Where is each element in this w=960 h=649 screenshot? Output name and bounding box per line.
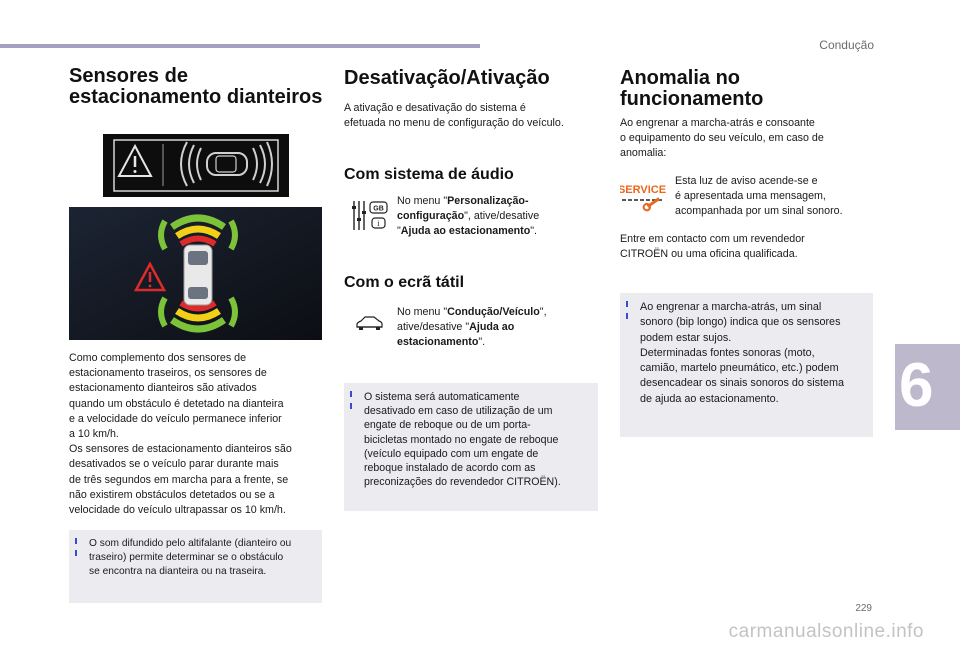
heading-touch-screen: Com o ecrã tátil (344, 274, 465, 291)
service-warning-icon (620, 181, 666, 217)
audio-settings-icon (350, 198, 390, 234)
note-marker (350, 391, 356, 409)
heading-audio-system: Com sistema de áudio (344, 166, 514, 183)
audio-instructions: No menu "Personalização- configuração", ative/desative "Ajuda ao estacionamento". (397, 195, 540, 238)
svg-text:SERVICE: SERVICE (620, 184, 666, 196)
front-sensors-body (69, 351, 329, 518)
section-title-deactivation: Desativação/Ativação (344, 67, 550, 89)
body-line: de três segundos em marcha para a frente, se (69, 473, 289, 486)
page-number: 229 (855, 603, 872, 614)
vehicle-icon (354, 314, 384, 334)
body-line: não existirem obstáculos detetados ou se a (69, 488, 275, 501)
body-line: desativados se o veículo parar durante mais (69, 458, 279, 471)
body-line: Como complemento dos sensores de (69, 352, 247, 364)
column-malfunction (620, 68, 880, 110)
body-line: velocidade do veículo ultrapassar os 10 km/h. (69, 504, 286, 517)
section-title-front-sensors: Sensores de estacionamento dianteiros (69, 65, 323, 108)
note-text: O som difundido pelo altifalante (dianteiro ou traseiro) permite determinar se o obstáculo se encontra na dianteira ou na traseira. (89, 538, 292, 578)
warning-light-text: Esta luz de aviso acende-se e é apresentada uma mensagem, acompanhada por um sinal sonoro. (675, 175, 843, 218)
touch-instructions: No menu "Condução/Veículo", ative/desative "Ajuda ao estacionamento". (397, 306, 547, 349)
watermark: carmanualsonline.info (728, 621, 924, 642)
body-line: quando um obstáculo é detetado na dianteira (69, 397, 284, 410)
note-marker (626, 301, 632, 319)
car-top-view-image (69, 207, 322, 340)
dashboard-display-image (103, 134, 289, 197)
malfunction-intro: Ao engrenar a marcha-atrás e consoante o equipamento do seu veículo, em caso de anomalia: (620, 117, 824, 160)
body-line: estacionamento traseiros, os sensores de (69, 367, 267, 380)
chapter-tab (895, 344, 960, 430)
column-front-sensors (69, 66, 329, 108)
chapter-number: 6 (899, 351, 934, 420)
note-box-speaker (69, 530, 322, 603)
contact-dealer-text: Entre em contacto com um revendedor CITROËN ou uma oficina qualificada. (620, 233, 805, 261)
note-text: Ao engrenar a marcha-atrás, um sinal sonoro (bip longo) indica que os sensores podem estar sujos. Determinadas fontes sonoras (moto, camião, martelo pneumático, etc.) podem desencadear os sinais sonoros do sistema de ajuda ao estacionamento. (640, 301, 845, 405)
body-line: e a velocidade do veículo permanece inferior (69, 412, 282, 425)
section-label: Condução (819, 38, 874, 52)
deactivation-intro: A ativação e desativação do sistema é efetuada no menu de configuração do veículo. (344, 102, 564, 130)
svg-text:i: i (377, 219, 380, 228)
body-line: a 10 km/h. (69, 428, 119, 441)
note-box-towbar (344, 383, 598, 511)
note-box-reverse (620, 293, 873, 437)
section-title-malfunction: Anomalia no funcionamento (620, 67, 764, 110)
header-accent-bar (0, 44, 480, 48)
svg-text:GB: GB (373, 205, 384, 213)
column-deactivation (344, 68, 599, 89)
body-line: estacionamento dianteiros são ativados (69, 382, 257, 395)
note-text: O sistema será automaticamente desativado em caso de utilização de um engate de reboque ou de um porta- bicicletas montado no engate de reboque (veículo equipado com um engate de reboque instalado de acordo com as preconizações do revendedor CITROËN). (364, 391, 561, 489)
body-line: Os sensores de estacionamento dianteiros são (69, 443, 292, 456)
note-marker (75, 538, 81, 556)
